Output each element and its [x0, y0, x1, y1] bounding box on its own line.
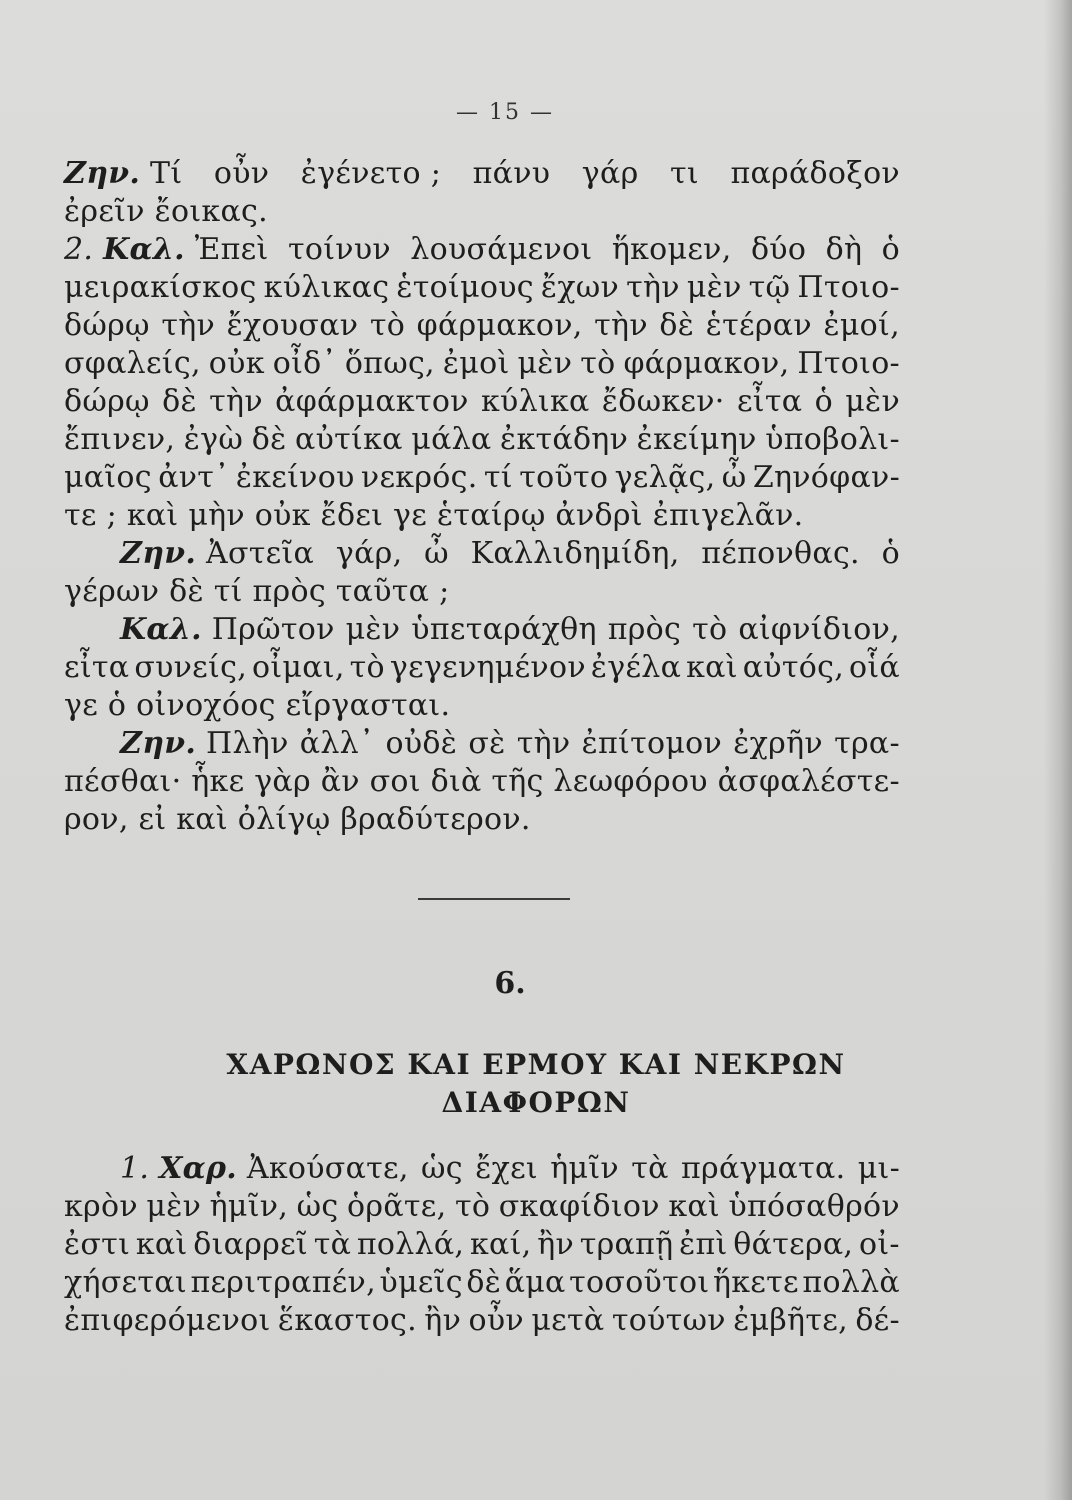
- word: ἐστι: [64, 1227, 131, 1262]
- word: Ἀκούσατε,: [246, 1151, 409, 1186]
- word: τί: [483, 460, 513, 495]
- word: ἐπιφερόμενοι: [64, 1303, 271, 1338]
- word: μειρακίσκος: [64, 270, 257, 305]
- word: τοῦτο: [519, 460, 609, 495]
- word: καί,: [469, 1227, 532, 1262]
- word: Πλὴν: [206, 726, 289, 761]
- word: γὰρ: [254, 764, 311, 799]
- word: ἐγὼ: [183, 422, 244, 457]
- word: κύλικα: [481, 384, 590, 419]
- word: ὁρᾶτε,: [347, 1189, 447, 1224]
- word: ἔχουσαν: [226, 308, 359, 343]
- line-lead: [120, 535, 314, 573]
- word: δὲ: [466, 1265, 502, 1300]
- word: κρὸν: [64, 1189, 138, 1224]
- word: μὲν: [845, 384, 900, 419]
- word: ἀλλ᾽: [299, 726, 375, 761]
- word: Ζηνόφαν-: [752, 460, 900, 495]
- section-title: ΔΙΑΦΟΡΩΝ: [441, 1086, 631, 1119]
- word: τὴν: [209, 384, 263, 419]
- word: ἥκομεν,: [611, 232, 732, 267]
- word: Καλλιδημίδη,: [470, 536, 680, 571]
- word: ἀντ᾽: [158, 460, 230, 495]
- word: πολλὰ: [802, 1265, 900, 1300]
- word: δύο: [750, 232, 807, 267]
- word: ἑτοίμους: [396, 270, 534, 305]
- word: οὖν: [213, 156, 270, 191]
- word: πέπονθας.: [701, 536, 860, 571]
- line-text: τε ; καὶ μὴν οὐκ ἔδει γε ἑταίρῳ ἀνδρὶ ἐπιγελᾶν.: [64, 498, 804, 533]
- text-line: [0, 725, 1072, 763]
- word: αὐτίκα: [295, 422, 403, 457]
- word: οὖν: [468, 1303, 524, 1338]
- word: ὑποβολι-: [765, 422, 900, 457]
- word: τὰ: [313, 1227, 352, 1262]
- word: δὲ: [162, 384, 197, 419]
- section-title: ΧΑΡΩΝΟΣ ΚΑΙ ΕΡΜΟΥ ΚΑΙ ΝΕΚΡΩΝ: [226, 1048, 846, 1081]
- word: δὲ: [659, 308, 695, 343]
- section-item-number: 1.: [120, 1151, 150, 1186]
- word: οἷά: [849, 650, 900, 685]
- word: τῷ: [748, 270, 791, 305]
- word: ἂν: [320, 764, 360, 799]
- word: Τί: [150, 156, 183, 191]
- line-text: ρον, εἰ καὶ ὀλίγῳ βραδύτερον.: [64, 802, 531, 837]
- word: εἶτα: [736, 384, 803, 419]
- line-lead: [120, 611, 335, 649]
- word: ἔχων: [540, 270, 620, 305]
- word: τὸ: [580, 346, 616, 381]
- word: οἶμαι,: [251, 650, 345, 685]
- word: μετὰ: [531, 1303, 605, 1338]
- word: Ἐπεὶ: [194, 232, 269, 267]
- word: ὁ: [881, 232, 900, 267]
- word: ἐγένετο ;: [300, 156, 442, 191]
- word: ὑμεῖς: [379, 1265, 463, 1300]
- word: μὲν: [146, 1189, 202, 1224]
- word: τραπῇ: [579, 1227, 674, 1262]
- line-text: γε ὁ οἰνοχόος εἴργασται.: [64, 688, 451, 723]
- line-lead: [120, 725, 289, 763]
- section-item-number: 2.: [64, 232, 94, 267]
- word: Πτοιο-: [797, 270, 900, 305]
- word: θάτερα,: [733, 1227, 854, 1262]
- section-divider: [418, 898, 570, 900]
- word: ἐγέλα: [590, 650, 682, 685]
- word: καὶ: [686, 650, 738, 685]
- speaker-label: Ζην.: [64, 156, 141, 191]
- word: πρὸς: [607, 612, 682, 647]
- word: μὲν: [517, 346, 573, 381]
- word: φάρμακον,: [623, 346, 790, 381]
- word: ἐμοί,: [823, 308, 900, 343]
- word: ἐπὶ: [679, 1227, 728, 1262]
- word: ὅπως,: [344, 346, 435, 381]
- word: ἥκετε: [712, 1265, 799, 1300]
- word: ἐμοὶ: [442, 346, 510, 381]
- word: καὶ: [668, 1189, 720, 1224]
- word: δώρῳ: [64, 384, 150, 419]
- word: τὴν: [594, 308, 648, 343]
- line-text: ἐρεῖν ἔοικας.: [64, 194, 268, 229]
- text-line: [0, 1264, 1072, 1302]
- word: σοι: [369, 764, 421, 799]
- word: νεκρός.: [360, 460, 478, 495]
- word: Πρῶτον: [211, 612, 335, 647]
- word: Πτοιο-: [797, 346, 900, 381]
- text-line: [0, 687, 1072, 725]
- speaker-label: Καλ.: [120, 612, 202, 647]
- text-line: [0, 383, 1072, 421]
- word: αἰφνίδιον,: [738, 612, 900, 647]
- word: ἔχει: [475, 1151, 538, 1186]
- word: τι: [670, 156, 699, 191]
- word: οὐκ: [208, 346, 265, 381]
- word: μὲν: [345, 612, 401, 647]
- word: δέ-: [855, 1303, 900, 1338]
- word: χήσεται: [64, 1265, 187, 1300]
- word: ἡμῖν,: [209, 1189, 289, 1224]
- word: τὴν: [516, 726, 571, 761]
- word: γεγενημένον: [389, 650, 586, 685]
- speaker-label: Ζην.: [120, 726, 197, 761]
- word: ἢν: [537, 1227, 574, 1262]
- word: ὡς: [296, 1189, 339, 1224]
- word: πέσθαι·: [64, 764, 182, 799]
- word: ἧκε: [191, 764, 245, 799]
- word: γάρ,: [335, 536, 403, 571]
- word: οἰ-: [858, 1227, 900, 1262]
- speaker-label: Χαρ.: [159, 1151, 238, 1186]
- word: φάρμακον,: [416, 308, 583, 343]
- text-line: [0, 231, 1072, 269]
- word: λουσάμενοι: [410, 232, 593, 267]
- text-line: [0, 421, 1072, 459]
- word: ἕκαστος.: [277, 1303, 417, 1338]
- word: οὐδὲ: [385, 726, 458, 761]
- text-line: [0, 535, 1072, 573]
- section-number: 6.: [494, 966, 526, 1001]
- word: συνείς,: [134, 650, 248, 685]
- word: ἅμα: [504, 1265, 566, 1300]
- word: ἐχρῆν: [733, 726, 823, 761]
- word: σὲ: [468, 726, 506, 761]
- word: ἢν: [424, 1303, 462, 1338]
- word: Ἀστεῖα: [206, 536, 315, 571]
- word: ἀσφαλέστε-: [717, 764, 900, 799]
- text-line: [0, 269, 1072, 307]
- word: μαῖος: [64, 460, 152, 495]
- word: ἐπίτομον: [581, 726, 723, 761]
- word: ὑπόσαθρόν: [728, 1189, 900, 1224]
- word: τὰ: [631, 1151, 669, 1186]
- word: τρα-: [834, 726, 900, 761]
- word: ἔδωκεν·: [601, 384, 725, 419]
- word: ὑπεταράχθη: [411, 612, 597, 647]
- word: μι-: [857, 1151, 900, 1186]
- word: ἐμβῆτε,: [733, 1303, 848, 1338]
- word: περιτραπέν,: [190, 1265, 376, 1300]
- word: διὰ: [430, 764, 482, 799]
- word: τῆς: [491, 764, 544, 799]
- word: δὴ: [825, 232, 863, 267]
- word: διαρρεῖ: [193, 1227, 308, 1262]
- text-line: [0, 763, 1072, 801]
- word: ἐκείνου: [235, 460, 355, 495]
- word: ἑτέραν: [705, 308, 812, 343]
- line-text: γέρων δὲ τί πρὸς ταῦτα ;: [64, 574, 450, 609]
- word: πάνυ: [472, 156, 551, 191]
- word: γάρ: [581, 156, 639, 191]
- word: σκαφίδιον: [498, 1189, 660, 1224]
- word: γελᾷς,: [614, 460, 716, 495]
- text-line: [0, 611, 1072, 649]
- word: ἐκείμην: [636, 422, 757, 457]
- word: τὸ: [692, 612, 728, 647]
- word: τὸ: [349, 650, 385, 685]
- word: ἐκτάδην: [500, 422, 629, 457]
- word: ὡς: [421, 1151, 463, 1186]
- word: ὦ: [721, 460, 747, 495]
- text-line: [0, 1150, 1072, 1188]
- word: πολλά,: [356, 1227, 465, 1262]
- text-line: [0, 497, 1072, 535]
- text-line: [0, 155, 1072, 193]
- word: τὴν: [161, 308, 216, 343]
- word: τούτων: [611, 1303, 726, 1338]
- word: σφαλείς,: [64, 346, 201, 381]
- word: μάλα: [411, 422, 492, 457]
- line-lead: [120, 1150, 409, 1188]
- word: καὶ: [135, 1227, 188, 1262]
- word: ὁ: [814, 384, 833, 419]
- word: ἀφάρμακτον: [275, 384, 469, 419]
- word: τὴν: [626, 270, 680, 305]
- word: δὲ: [251, 422, 287, 457]
- word: εἶτα: [64, 650, 130, 685]
- word: κύλικας: [263, 270, 390, 305]
- speaker-label: Ζην.: [120, 536, 197, 571]
- word: λεωφόρου: [553, 764, 708, 799]
- word: πράγματα.: [681, 1151, 846, 1186]
- word: παράδοξον: [730, 156, 900, 191]
- speaker-label: Καλ.: [103, 232, 185, 267]
- page-number: — 15 —: [456, 100, 554, 125]
- word: τοίνυν: [287, 232, 391, 267]
- text-line: [0, 193, 1072, 231]
- word: ἡμῖν: [550, 1151, 619, 1186]
- word: τὸ: [454, 1189, 491, 1224]
- word: τὸ: [369, 308, 406, 343]
- text-line: [0, 345, 1072, 383]
- word: ὦ: [424, 536, 449, 571]
- text-line: [0, 1188, 1072, 1226]
- word: μὲν: [686, 270, 742, 305]
- line-lead: [64, 231, 269, 269]
- text-line: [0, 801, 1072, 839]
- text-line: [0, 1226, 1072, 1264]
- text-line: [0, 307, 1072, 345]
- word: ὁ: [881, 536, 900, 571]
- text-line: [0, 649, 1072, 687]
- word: οἶδ᾽: [272, 346, 337, 381]
- text-line: [0, 573, 1072, 611]
- word: τοσοῦτοι: [569, 1265, 710, 1300]
- line-lead: [64, 155, 182, 193]
- text-line: [0, 459, 1072, 497]
- word: αὐτός,: [742, 650, 845, 685]
- word: δώρῳ: [64, 308, 150, 343]
- text-line: [0, 1302, 1072, 1340]
- word: ἔπινεν,: [64, 422, 176, 457]
